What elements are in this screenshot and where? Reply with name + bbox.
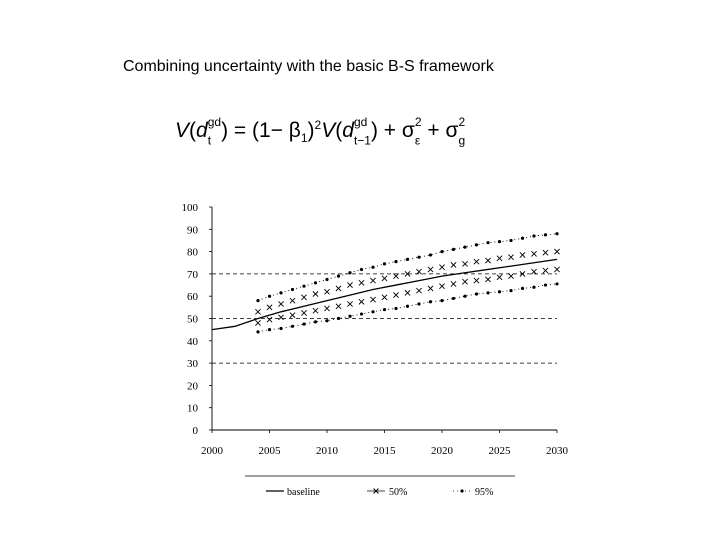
data-point [555,282,558,285]
data-point [463,246,466,249]
data-point [256,299,259,302]
data-point [268,328,271,331]
data-point [314,320,317,323]
data-point [439,265,444,270]
data-point [451,281,456,286]
formula-eq: = (1− β [228,118,301,142]
formula-plus1: ) + σ [370,118,415,142]
data-point [486,291,489,294]
data-point [543,250,548,255]
data-point [429,300,432,303]
data-point [475,292,478,295]
data-point [360,312,363,315]
data-point [382,295,387,300]
data-point [474,278,479,283]
data-point [290,298,295,303]
data-point [406,305,409,308]
formula-sig2-sup: 2 [458,115,466,129]
data-point [360,268,363,271]
formula-sq-sup: 2 [314,117,322,132]
data-point [336,304,341,309]
x-tick-label: 2030 [546,445,568,457]
data-point [325,278,328,281]
variance-formula: $V(d^{gd}$ $_t$ ) = $(1- \beta_1)^2V(d^{gd}$ $_{t-1}) + \sigma^2$ $_\varepsilon + \sigma^2$ $_g$ [175,115,466,148]
baseline-line [212,259,557,329]
data-point [279,291,282,294]
data-point [475,243,478,246]
y-tick-label: 60 [187,291,198,304]
formula-lhs-sup: gd [207,115,222,129]
data-point [325,319,328,322]
x-tick-label: 2020 [431,445,453,457]
data-point [394,307,397,310]
data-point [348,271,351,274]
legend-label-baseline: baseline [287,487,320,498]
data-point [428,267,433,272]
data-point [428,286,433,291]
y-tick-label: 0 [192,425,198,437]
data-point [532,286,535,289]
data-point [382,276,387,281]
formula-sig1-sup: 2 [414,115,422,129]
data-point [417,302,420,305]
data-point [314,281,317,284]
formula-rhs-sup: gd [353,115,368,129]
data-point [370,278,375,283]
data-point [393,292,398,297]
formula-d-lhs: d [196,118,208,142]
data-point [347,301,352,306]
data-point [485,258,490,263]
data-point [383,308,386,311]
data-point [416,269,421,274]
data-point [497,256,502,261]
data-point [485,277,490,282]
formula-d-rhs: d [342,118,354,142]
y-tick-label: 30 [187,358,198,371]
legend-marker-95 [460,489,463,492]
x-tick-label: 2000 [201,445,223,457]
formula-rhs-sub: t−1 [353,133,371,148]
data-point [268,295,271,298]
data-point [347,282,352,287]
data-point [291,288,294,291]
data-point [313,291,318,296]
data-point [324,306,329,311]
y-tick-label: 80 [187,246,198,259]
y-tick-label: 90 [187,224,198,237]
x-tick-label: 2005 [258,445,281,457]
data-point [532,234,535,237]
data-point [371,266,374,269]
data-point [313,308,318,313]
chart-legend [245,476,515,498]
data-point [439,284,444,289]
data-point [417,256,420,259]
formula-sq: ) [307,118,315,142]
data-point [290,313,295,318]
data-point [497,275,502,280]
data-point [267,317,272,322]
data-point [383,262,386,265]
data-point [301,310,306,315]
formula-sig2-sub: g [458,133,466,148]
y-tick-label: 20 [187,380,198,393]
data-point [543,268,548,273]
data-point [278,315,283,320]
data-point [301,295,306,300]
data-point [359,299,364,304]
data-point [555,232,558,235]
data-point [337,275,340,278]
data-point [463,295,466,298]
data-point [531,269,536,274]
data-point [267,305,272,310]
data-point [554,267,559,272]
data-point [255,309,260,314]
data-point [508,255,513,260]
slide-title: Combining uncertainty with the basic B-S framework [123,58,494,75]
data-point [416,288,421,293]
data-point [359,280,364,285]
data-point [324,289,329,294]
data-point [452,297,455,300]
data-point [462,279,467,284]
data-point [520,252,525,257]
data-point [370,297,375,302]
data-point [405,290,410,295]
y-tick-label: 10 [187,402,198,415]
data-point [371,310,374,313]
data-point [521,287,524,290]
formula-v-rhs: V [321,118,336,142]
series-95-lower [256,282,558,333]
data-point [474,259,479,264]
legend-label-95: 95% [475,487,494,498]
data-point [291,325,294,328]
y-tick-label: 70 [187,268,198,281]
data-point [544,283,547,286]
data-point [256,330,259,333]
data-point [486,241,489,244]
data-point [498,240,501,243]
data-point [544,233,547,236]
y-tick-label: 50 [187,313,198,326]
data-point [279,327,282,330]
data-point [302,322,305,325]
data-point [255,320,260,325]
series-95-upper [256,232,558,302]
data-point [393,274,398,279]
data-point [440,250,443,253]
data-point [452,248,455,251]
data-point [348,315,351,318]
x-tick-label: 2025 [488,445,511,457]
data-point [521,237,524,240]
formula-sig1-sub: ε [414,133,421,148]
formula-beta-sub: 1 [300,130,308,145]
data-point [429,253,432,256]
chart-axes [209,207,557,433]
data-point [451,262,456,267]
y-tick-label: 40 [187,335,198,348]
data-point [394,260,397,263]
data-point [302,285,305,288]
formula-v-lhs: V [175,118,190,142]
data-point [278,301,283,306]
data-point [508,274,513,279]
data-point [509,239,512,242]
data-point [337,317,340,320]
data-point [509,289,512,292]
data-point [554,249,559,254]
y-tick-label: 100 [181,202,198,214]
x-tick-label: 2015 [373,445,396,457]
data-point [336,286,341,291]
formula-lhs-sub: t [207,133,212,148]
series-baseline [212,259,557,329]
series-50-lower [255,267,559,326]
data-point [440,299,443,302]
x-tick-label: 2010 [316,445,338,457]
data-point [498,290,501,293]
legend-label-50: 50% [389,487,408,498]
data-point [462,261,467,266]
data-point [406,258,409,261]
data-point [531,251,536,256]
formula-plus2: + σ [421,118,459,142]
